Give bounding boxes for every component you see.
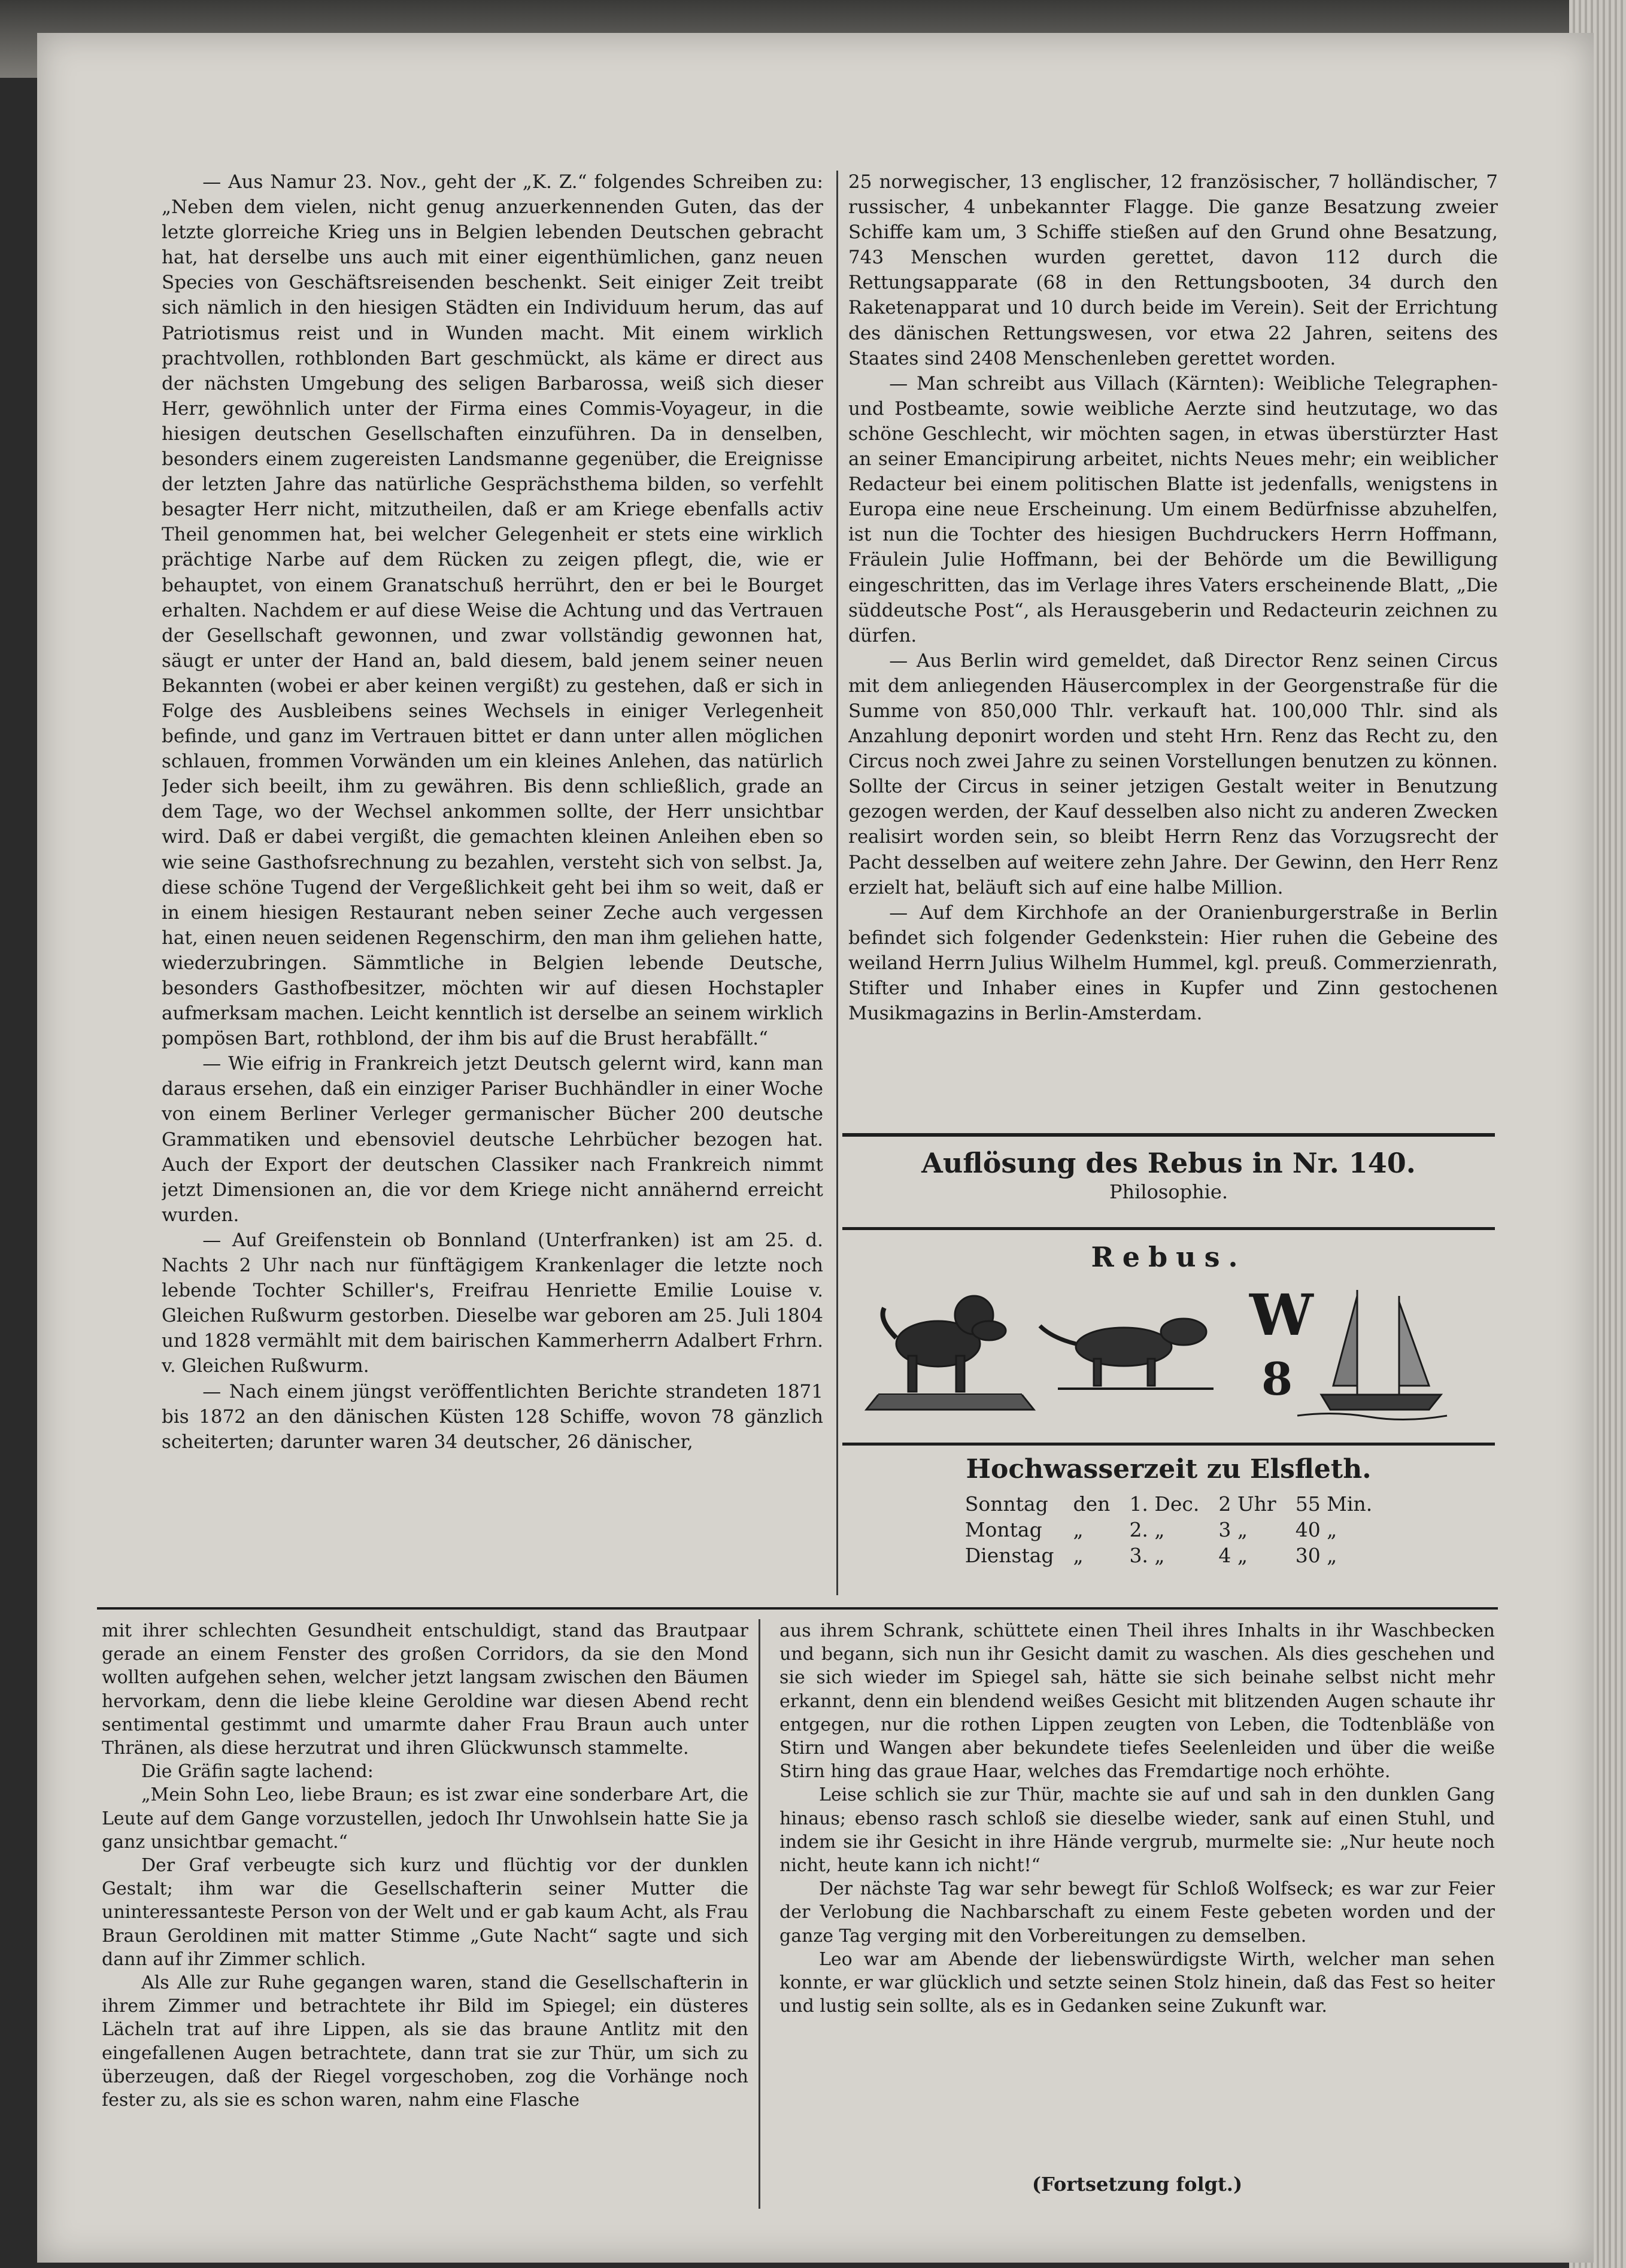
rebus-title: Rebus.	[1091, 1241, 1246, 1273]
story-column-divider	[759, 1619, 760, 2209]
rebus-puzzle	[842, 1236, 1495, 1434]
story-left-column	[102, 1619, 748, 2212]
story-right-column	[779, 1619, 1495, 2164]
tide-row	[955, 1543, 1382, 1568]
tide-table-box	[842, 1452, 1495, 1595]
news-strandungen-cont: 25 norwegischer, 13 englischer, 12 französischer, 7 holländischer, 7 russischer, 4 unbekannter Flagge. Die ganze Besatzung zweier Schiffe kam um, 3 Schiffe stießen auf den Grund ohne Besatzung, 743 Menschen wurden gerettet, davon 112 durch die Rettungsapparate (68 in den Rettungsbooten, 34 durch den Raketenapparat und 10 durch beide im Verein). Seit der Errichtung des dänischen Rettungswesen, vor etwa 22 Jahren, seitens des Staates sind 2408 Menschenleben gerettet worden.	[848, 171, 1498, 369]
news-greifenstein: — Auf Greifenstein ob Bonnland (Unterfranken) ist am 25. d. Nachts 2 Uhr nach nur fünftägigem Krankenlager die letzte noch lebende Tochter Schiller's, Freifrau Henriette Emilie Louise v. Gleichen Rußwurm gestorben. Dieselbe war geboren am 25. Juli 1804 und 1828 vermählt mit dem bairischen Kammerherrn Adalbert Frhrn. v. Gleichen Rußwurm.	[162, 1229, 823, 1377]
rule-rebus-top	[842, 1227, 1495, 1230]
tide-title: Hochwasserzeit zu Elsfleth.	[966, 1454, 1372, 1484]
rebus-number: 8	[1261, 1353, 1293, 1405]
news-villach: — Man schreibt aus Villach (Kärnten): Weibliche Telegraphen- und Postbeamte, sowie weibliche Aerzte sind heutzutage, wo das schöne Geschlecht, wir möchten sagen, in etwas überstürzter Hast an seiner Emancipirung arbeitet, nichts Neues mehr; ein weiblicher Redacteur bei einem politischen Blatte ist jedenfalls, wenigstens in Europa eine neue Erscheinung. Um einem Bedürfnisse abzuhelfen, ist nun die Tochter des hiesigen Buchdruckers Herrn Hoffmann, Fräulein Julie Hoffmann, bei der Behörde um die Bewilligung eingeschritten, das im Verlage ihres Vaters erscheinende Blatt, „Die süddeutsche Post“, als Herausgeberin und Redacteurin zeichnen zu dürfen.	[848, 372, 1498, 646]
tide-minutes: 30 „	[1295, 1544, 1337, 1567]
tide-hour: 2 Uhr	[1218, 1492, 1276, 1516]
news-kirchhof: — Auf dem Kirchhofe an der Oranienburgerstraße in Berlin befindet sich folgender Gedenkstein: Hier ruhen die Gebeine des weiland Herrn Julius Wilhelm Hummel, kgl. preuß. Commerzienrath, Stifter und Inhaber eines in Kupfer und Zinn gestochenen Musikmagazins in Berlin-Amsterdam.	[848, 901, 1498, 1025]
left-news-column	[162, 169, 823, 1600]
tide-row	[955, 1491, 1382, 1517]
column-divider	[836, 171, 838, 1595]
rebus-letter: W	[1249, 1282, 1313, 1349]
tide-date: 2. „	[1129, 1518, 1165, 1541]
news-berlin-renz: — Aus Berlin wird gemeldet, daß Director Renz seinen Circus mit dem anliegenden Häusercomplex in der Georgenstraße für die Summe von 850,000 Thlr. verkauft hat. 100,000 Thlr. sind als Anzahlung deponirt worden und steht Hrn. Renz das Recht zu, den Circus noch zwei Jahre zu seinen Vorstellungen benutzen zu können. Sollte der Circus in seiner jetzigen Gestalt weiter in Benutzung gezogen werden, der Kauf desselben also nicht zu anderen Zwecken realisirt worden sein, so bleibt Herrn Renz das Vorzugsrecht der Pacht desselben auf weitere zehn Jahre. Der Gewinn, den Herr Renz erzielt hat, beläuft sich auf eine halbe Million.	[848, 649, 1498, 898]
tide-den: „	[1073, 1518, 1084, 1541]
tide-date: 1. Dec.	[1129, 1492, 1200, 1516]
story-paragraph: aus ihrem Schrank, schüttete einen Theil ihres Inhalts in ihr Waschbecken und begann, sich nun ihr Gesicht damit zu waschen. Als dies geschehen und sie sich wieder im Spiegel sah, hätte sie sich beinahe selbst nicht mehr erkannt, denn ein blendend weißes Gesicht mit blitzenden Augen schaute ihr entgegen, nur die rothen Lippen zeugten von Leben, die Todtenbläße von Stirn und Wangen aber bekundete tiefes Seelenleiden und über die weiße Stirn hing das graue Haar, welches das Fremdartige noch erhöhte.	[779, 1620, 1495, 1783]
tide-row	[955, 1517, 1382, 1543]
hound-figure	[1040, 1319, 1214, 1389]
tide-hour: 4 „	[1218, 1544, 1248, 1567]
story-paragraph: Der Graf verbeugte sich kurz und flüchtig vor der dunklen Gestalt; ihm war die Gesellschafterin seiner Mutter die uninteressanteste Person von der Welt und er gab kaum Acht, als Frau Braun Geroldinen mit matter Stimme „Gute Nacht“ sagte und sich dann auf ihr Zimmer schlich.	[102, 1855, 748, 1970]
tide-minutes: 55 Min.	[1295, 1492, 1373, 1516]
tide-den: „	[1073, 1544, 1084, 1567]
tide-day: Dienstag	[964, 1544, 1054, 1567]
tide-table	[955, 1491, 1382, 1568]
rebus-solution-title: Auflösung des Rebus in Nr. 140.	[921, 1147, 1416, 1179]
sailing-ship-figure	[1297, 1290, 1447, 1420]
tide-minutes: 40 „	[1295, 1518, 1337, 1541]
news-frankreich: — Wie eifrig in Frankreich jetzt Deutsch gelernt wird, kann man daraus ersehen, daß ein einziger Pariser Buchhändler in einer Woche von einem Berliner Verleger germanischer Bücher 200 deutsche Grammatiken und ebensoviel deutsche Lehrbücher bezogen hat. Auch der Export der deutschen Classiker nach Frankreich nimmt jetzt Dimensionen an, die vor dem Kriege nicht annähernd erreicht wurden.	[162, 1053, 823, 1226]
feuilleton-divider	[97, 1607, 1498, 1610]
story-paragraph: Die Gräfin sagte lachend:	[141, 1761, 374, 1783]
tide-day: Montag	[964, 1518, 1042, 1541]
continued-note: (Fortsetzung folgt.)	[1032, 2173, 1243, 2196]
story-paragraph: Als Alle zur Ruhe gegangen waren, stand die Gesellschafterin in ihrem Zimmer und betrachtete ihr Bild im Spiegel; ein düsteres Lächeln trat auf ihre Lippen, als sie das braune Antlitz mit den eingefallenen Augen betrachtete, dann trat sie zur Thür, um sich zu überzeugen, daß der Riegel vorgeschoben, zog die Vorhänge noch fester zu, als sie es schon waren, nahm eine Flasche	[102, 1972, 748, 2111]
rebus-solution-answer: Philosophie.	[1109, 1180, 1228, 1203]
dog-figure	[866, 1296, 1034, 1410]
tide-date: 3. „	[1129, 1544, 1165, 1567]
news-namur: — Aus Namur 23. Nov., geht der „K. Z.“ folgendes Schreiben zu: „Neben dem vielen, nicht genug anzuerkennenden Guten, das der letzte glorreiche Krieg uns in Belgien lebenden Deutschen gebracht hat, hat derselbe uns auch mit einer eigenthümlichen, ganz neuen Species von Geschäftsreisenden beschenkt. Seit einiger Zeit treibt sich nämlich in den hiesigen Städten ein Individuum herum, das auf Patriotismus reist und in Wunden macht. Mit einem wirklich prachtvollen, rothblonden Bart geschmückt, als käme er direct aus der nächsten Umgebung des seligen Barbarossa, weiß sich dieser Herr, gewöhnlich unter der Firma eines Commis-Voyageur, in die hiesigen deutschen Gesellschaften einzuführen. Da in denselben, besonders einem zugereisten Landsmanne gegenüber, die Ereignisse der letzten Jahre das natürliche Gesprächsthema bilden, so verfehlt besagter Herr nicht, mitzutheilen, daß er am Kriege ebenfalls activ Theil genommen hat, bei welcher Gelegenheit er stets eine wirklich prächtige Narbe auf dem Rücken zu zeigen pflegt, die, wie er behauptet, von einem Granatschuß herrührt, den er bei le Bourget erhalten. Nachdem er auf diese Weise die Achtung und das Vertrauen der Gesellschaft gewonnen, und zwar vollständig gewonnen hat, säugt er unter der Hand an, bald diesem, bald jenem seiner neuen Bekannten (wobei er aber keinen vergißt) zu gestehen, daß er sich in Folge des Ausbleibens seines Wechsels in einiger Verlegenheit befinde, und ganz im Vertrauen bittet er dann unter allen möglichen schlauen, frommen Vorwänden um ein kleines Anlehen, das natürlich Jeder sich beeilt, ihm zu gewähren. Bis denn schließlich, grade an dem Tage, wo der Wechsel ankommen sollte, der Herr unsichtbar wird. Daß er dabei vergißt, die gemachten kleinen Anleihen eben so wie seine Gasthofsrechnung zu bezahlen, versteht sich von selbst. Ja, diese schöne Tugend der Vergeßlichkeit geht bei ihm so weit, daß er in einem hiesigen Restaurant neben seiner Zeche auch vergessen hat, einen neuen seidenen Regenschirm, den man ihm geliehen hatte, wiederzubringen. Sämmtliche in Belgien lebende Deutsche, besonders Gasthofbesitzer, möchten wir auf diesen Hochstapler aufmerksam machen. Leicht kenntlich ist derselbe an seinem wirklich pompösen Bart, rothblond, der ihm bis auf die Brust herabfällt.“	[162, 171, 823, 1050]
story-paragraph: Der nächste Tag war sehr bewegt für Schloß Wolfseck; es war zur Feier der Verlobung die Nachbarschaft zu einem Feste gebeten worden und der ganze Tag verging mit den Vorbereitungen zu demselben.	[779, 1878, 1495, 1947]
right-news-column	[848, 169, 1498, 1121]
news-strandungen: — Nach einem jüngst veröffentlichten Berichte strandeten 1871 bis 1872 an den dänischen Küsten 128 Schiffe, wovon 78 gänzlich scheiterten; darunter waren 34 deutscher, 26 dänischer,	[162, 1380, 823, 1453]
rebus-solution	[842, 1146, 1495, 1212]
story-paragraph: „Mein Sohn Leo, liebe Braun; es ist zwar eine sonderbare Art, die Leute auf dem Gange vorzustellen, jedoch Ihr Unwohlsein hatte Sie ja ganz unsichtbar gemacht.“	[102, 1784, 748, 1853]
story-paragraph: Leo war am Abende der liebenswürdigste Wirth, welcher man sehen konnte, er war glücklich und setzte seinen Stolz hinein, daß das Fest so heiter und lustig sein sollte, als es in Gedanken seine Zukunft war.	[779, 1948, 1495, 2017]
tide-day: Sonntag	[964, 1492, 1048, 1516]
tide-den: den	[1073, 1492, 1111, 1516]
story-paragraph: Leise schlich sie zur Thür, machte sie auf und sah in den dunklen Gang hinaus; ebenso rasch schloß sie dieselbe wieder, sank auf einen Stuhl, und indem sie ihr Gesicht in ihre Hände vergrub, murmelte sie: „Nur heute noch nicht, heute kann ich nicht!“	[779, 1784, 1495, 1877]
rule-rebus-solution-top	[842, 1133, 1495, 1137]
tide-hour: 3 „	[1218, 1518, 1248, 1541]
rule-tide-top	[842, 1443, 1495, 1446]
rebus-pictures	[842, 1278, 1495, 1428]
story-paragraph: mit ihrer schlechten Gesundheit entschuldigt, stand das Brautpaar gerade an einem Fenster des großen Corridors, da sie den Mond wollten aufgehen sehen, welcher jetzt langsam zwischen den Bäumen hervorkam, denn die liebe kleine Geroldine war diesen Abend recht sentimental gestimmt und umarmte daher Frau Braun auch unter Thränen, als diese herzutrat und ihren Glückwunsch stammelte.	[102, 1620, 748, 1759]
newspaper-page	[37, 33, 1594, 2263]
